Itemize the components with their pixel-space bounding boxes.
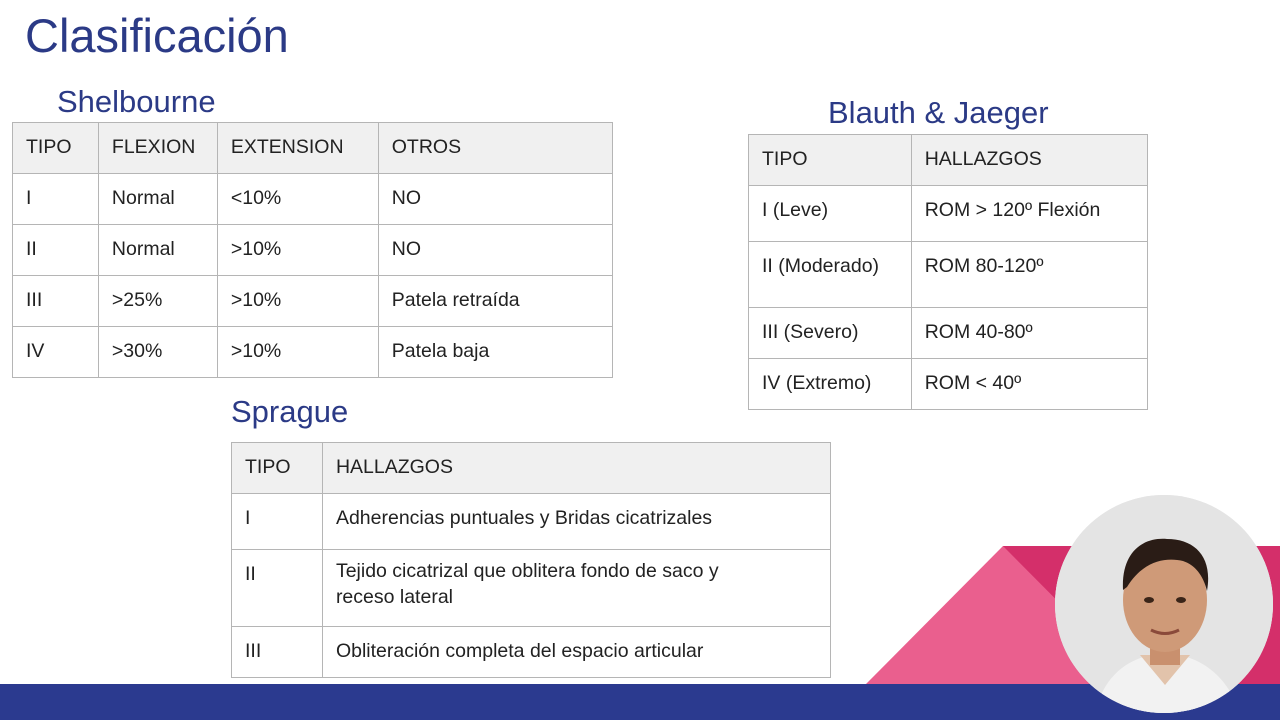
table-cell: Patela baja [378,327,612,378]
table-cell: NO [378,174,612,225]
column-header: HALLAZGOS [322,443,830,494]
bottom-bar [0,684,1280,720]
table-cell: I (Leve) [749,186,912,242]
table-cell: >10% [217,276,378,327]
table-cell: ROM 80-120º [911,242,1147,308]
table-cell: ROM > 120º Flexión [911,186,1147,242]
table-cell: I [13,174,99,225]
table-cell: Obliteración completa del espacio articular [322,627,830,678]
column-header: TIPO [749,135,912,186]
column-header: TIPO [13,123,99,174]
table-cell: III (Severo) [749,308,912,359]
column-header: EXTENSION [217,123,378,174]
table-cell: Adherencias puntuales y Bridas cicatrizales [322,494,830,550]
presenter-webcam [1055,495,1273,713]
table-cell: ROM 40-80º [911,308,1147,359]
table-cell: I [232,494,323,550]
table-cell: II (Moderado) [749,242,912,308]
shelbourne-heading: Shelbourne [57,84,216,119]
table-cell: Normal [98,225,217,276]
column-header: HALLAZGOS [911,135,1147,186]
column-header: TIPO [232,443,323,494]
table-cell: <10% [217,174,378,225]
table-cell: ROM < 40º [911,359,1147,410]
slide-title: Clasificación [25,9,289,62]
blauth-jaeger-heading: Blauth & Jaeger [828,95,1049,130]
column-header: OTROS [378,123,612,174]
table-cell: II [13,225,99,276]
table-cell: >10% [217,327,378,378]
table-cell: Tejido cicatrizal que oblitera fondo de saco y receso lateral [322,550,830,627]
table-cell: III [13,276,99,327]
table-cell: II [232,550,323,627]
table-cell: IV [13,327,99,378]
table-cell: >10% [217,225,378,276]
table-cell: Patela retraída [378,276,612,327]
sprague-heading: Sprague [231,394,349,429]
column-header: FLEXION [98,123,217,174]
table-cell: NO [378,225,612,276]
table-cell: IV (Extremo) [749,359,912,410]
table-cell: >30% [98,327,217,378]
table-cell: >25% [98,276,217,327]
table-cell: Normal [98,174,217,225]
table-cell: III [232,627,323,678]
presenter-avatar-icon [1055,495,1273,713]
